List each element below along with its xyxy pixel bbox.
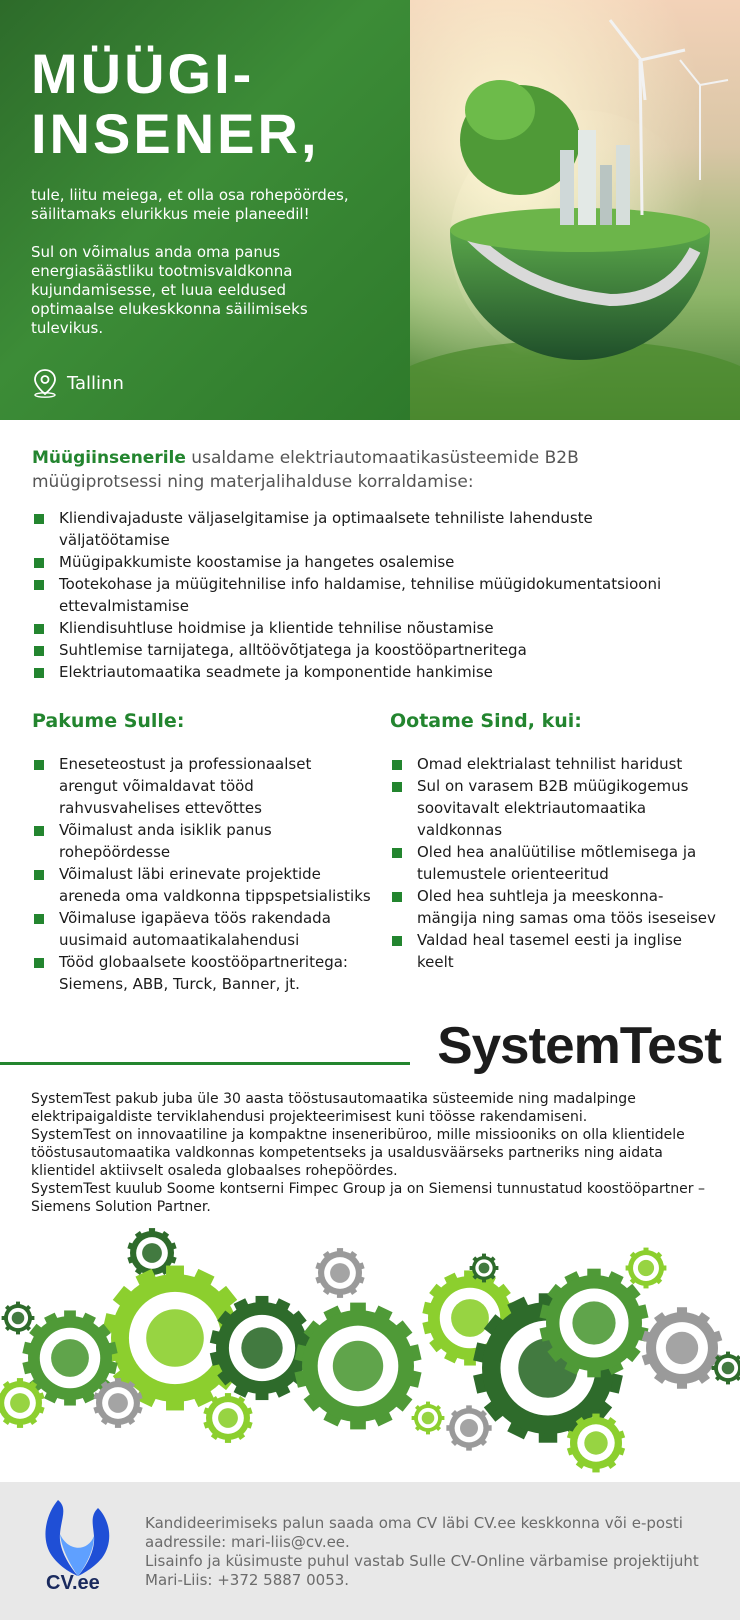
list-item: Müügipakkumiste koostamise ja hangetes osalemise <box>32 551 682 573</box>
hero-title <box>31 44 401 164</box>
expect-heading: Ootame Sind, kui: <box>390 710 582 732</box>
hero-title-line2: INSENER, <box>31 102 320 165</box>
section-divider <box>0 1062 410 1065</box>
hero-title-line1: MÜÜGI- <box>31 42 255 105</box>
list-item: Oled hea analüütilise mõtlemisega ja tulemustele orienteeritud <box>390 841 720 885</box>
gear-icon <box>2 1302 35 1335</box>
list-item: Sul on varasem B2B müügikogemus soovitavalt elektriautomaatika valdkonnas <box>390 775 720 841</box>
offer-heading: Pakume Sulle: <box>32 710 185 732</box>
intro-rest: usaldame elektriautomaatikasüsteemide B2B müügiprotsessi ning materjalihalduse korraldamise: <box>32 448 579 492</box>
list-item: Võimalust läbi erinevate projektide areneda oma valdkonna tippspetsialistiks <box>32 863 372 907</box>
footer-line: Lisainfo ja küsimuste puhul vastab Sulle CV-Online värbamise projektijuht Mari-Liis: +372 5887 0053. <box>145 1552 699 1589</box>
intro-text <box>32 446 682 494</box>
location <box>31 368 124 398</box>
hero-earth-illustration <box>410 0 740 420</box>
hero-subtitle: tule, liitu meiega, et olla osa rohepöördes, säilitamaks elurikkus meie planeedil! <box>31 186 349 223</box>
duties-list <box>32 507 682 683</box>
gear-icon <box>412 1402 445 1435</box>
systemtest-logo: SystemTest <box>437 1017 721 1075</box>
cv-ee-brand: CV.ee <box>46 1572 100 1594</box>
location-label: Tallinn <box>67 372 124 394</box>
gear-icon <box>446 1405 491 1450</box>
footer-line: Kandideerimiseks palun saada oma CV läbi CV.ee keskkonna või e-posti aadressile: mari-liis@cv.ee. <box>145 1514 683 1551</box>
hero-banner <box>0 0 740 420</box>
footer-contact-text <box>145 1514 705 1590</box>
list-item: Võimaluse igapäeva töös rakendada uusimaid automaatikalahendusi <box>32 907 372 951</box>
list-item: Kliendivajaduste väljaselgitamise ja optimaalsete tehniliste lahenduste väljatöötamise <box>32 507 682 551</box>
list-item: Elektriautomaatika seadmete ja komponentide hankimise <box>32 661 682 683</box>
gear-icon <box>470 1254 499 1283</box>
list-item: Valdad heal tasemel eesti ja inglise keelt <box>390 929 720 973</box>
list-item: Kliendisuhtluse hoidmise ja klientide tehnilise nõustamise <box>32 617 682 639</box>
list-item: Omad elektrialast tehnilist haridust <box>390 753 720 775</box>
gear-icon <box>626 1248 667 1289</box>
list-item: Tööd globaalsete koostööpartneritega: Siemens, ABB, Turck, Banner, jt. <box>32 951 372 995</box>
gear-icon <box>315 1248 364 1298</box>
hero-description: Sul on võimalus anda oma panus energiasäästliku tootmisvaldkonna kujundamisesse, et luua eeldused optimaalse elukeskkonna säilimiseks tulevikus. <box>31 243 308 337</box>
gear-icon <box>642 1307 723 1389</box>
green-industry-gears-illustration <box>0 1228 740 1478</box>
gear-icon <box>294 1303 421 1430</box>
intro-accent: Müügiinsenerile <box>32 448 186 468</box>
expect-list <box>390 753 720 973</box>
list-item: Tootekohase ja müügitehnilise info haldamise, tehnilise müügidokumentatsiooni ettevalmistamise <box>32 573 682 617</box>
company-paragraph: SystemTest pakub juba üle 30 aasta tööstusautomaatika süsteemide ning madalpinge elektripaigaldiste terviklahendusi projekteerimisest kuni töösse rakendamiseni. <box>31 1091 636 1125</box>
company-paragraph: SystemTest kuulub Soome kontserni Fimpec Group ja on Siemensi tunnustatud koostööpartner – Siemens Solution Partner. <box>31 1181 705 1215</box>
company-paragraph: SystemTest on innovaatiline ja kompaktne inseneribüroo, mille missiooniks on olla klientidele tööstusautomaatika valdkonnas kompetentseks ja usaldusväärseks partneriks ning aidata klientidel aktiivselt osaleda globaalses rohepöördes. <box>31 1127 685 1179</box>
list-item: Oled hea suhtleja ja meeskonna-mängija ning samas oma töös iseseisev <box>390 885 720 929</box>
list-item: Võimalust anda isiklik panus rohepöördesse <box>32 819 372 863</box>
list-item: Suhtlemise tarnijatega, alltöövõtjatega ja koostööpartneritega <box>32 639 682 661</box>
map-pin-icon <box>31 368 59 398</box>
company-description <box>31 1090 711 1216</box>
gear-icon <box>540 1269 649 1378</box>
offer-list <box>32 753 372 995</box>
list-item: Eneseteostust ja professionaalset arengut võimaldavat tööd rahvusvahelises ettevõttes <box>32 753 372 819</box>
